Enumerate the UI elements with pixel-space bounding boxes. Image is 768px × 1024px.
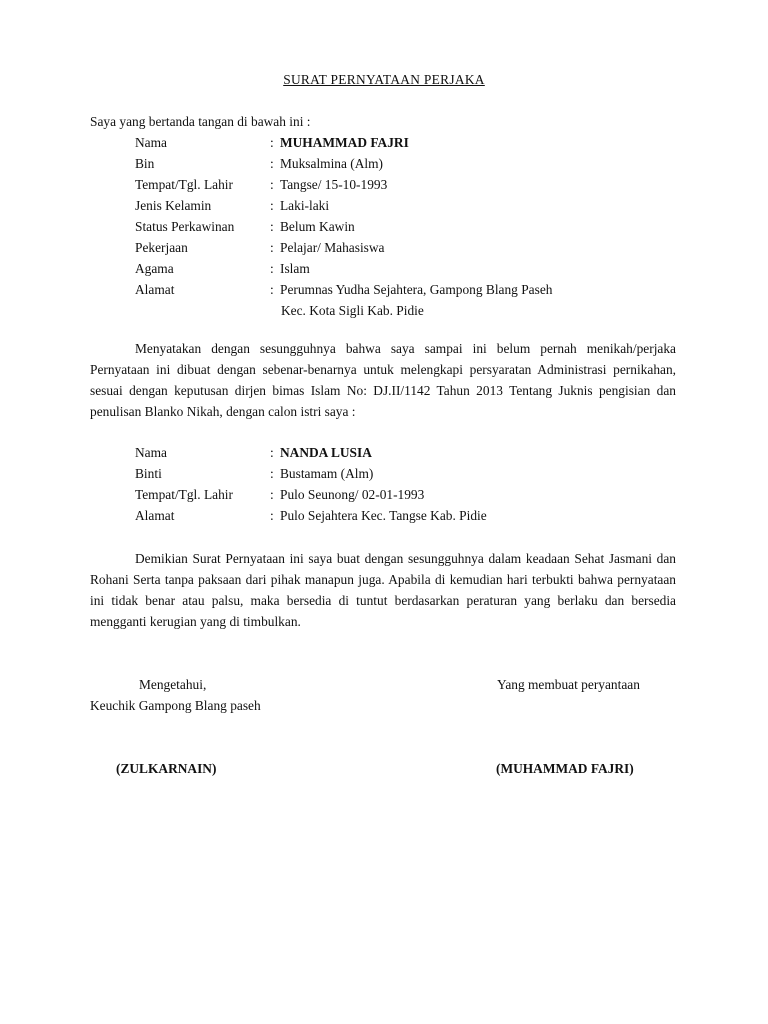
field-label: Nama: [135, 445, 167, 460]
field-value: Pulo Sejahtera Kec. Tangse Kab. Pidie: [280, 508, 487, 523]
field-label: Status Perkawinan: [135, 219, 235, 234]
field-colon: :: [270, 282, 274, 297]
field-label: Jenis Kelamin: [135, 198, 212, 213]
field-label: Binti: [135, 466, 162, 481]
field-value: Bustamam (Alm): [280, 466, 374, 481]
field-colon: :: [270, 177, 274, 192]
field-value: Belum Kawin: [280, 219, 355, 234]
field-label: Nama: [135, 135, 167, 150]
field-colon: :: [270, 198, 274, 213]
field-colon: :: [270, 219, 274, 234]
field-label: Tempat/Tgl. Lahir: [135, 177, 233, 192]
signature-right-name: (MUHAMMAD FAJRI): [496, 761, 634, 776]
field-label: Pekerjaan: [135, 240, 188, 255]
signature-left-name: (ZULKARNAIN): [116, 761, 217, 776]
field-colon: :: [270, 240, 274, 255]
field-colon: :: [270, 445, 274, 460]
field-value: Perumnas Yudha Sejahtera, Gampong Blang Paseh: [280, 282, 553, 297]
closing-paragraph: Demikian Surat Pernyataan ini saya buat dengan sesungguhnya dalam keadaan Sehat Jasmani dan Rohani Serta tanpa paksaan dari pihak manapun juga. Apabila di kemudian hari terbukti bahwa pernyataan ini tidak benar atau palsu, maka bersedia di tuntut berdasarkan peraturan yang berlaku dan bersedia mengganti kerugian yang di timbulkan.: [90, 551, 676, 629]
field-colon: :: [270, 487, 274, 502]
field-label: Tempat/Tgl. Lahir: [135, 487, 233, 502]
field-colon: :: [270, 466, 274, 481]
field-value: NANDA LUSIA: [280, 445, 372, 460]
letter-title: SURAT PERNYATAAN PERJAKA: [283, 72, 485, 87]
field-label: Alamat: [135, 508, 175, 523]
field-label: Alamat: [135, 282, 175, 297]
signature-right-heading: Yang membuat peryantaan: [497, 677, 640, 692]
field-value: Islam: [280, 261, 310, 276]
address-line-2: Kec. Kota Sigli Kab. Pidie: [281, 303, 424, 318]
field-colon: :: [270, 508, 274, 523]
field-value: Muksalmina (Alm): [280, 156, 384, 171]
field-colon: :: [270, 156, 274, 171]
intro-text: Saya yang bertanda tangan di bawah ini :: [90, 114, 311, 129]
field-label: Bin: [135, 156, 155, 171]
field-value: MUHAMMAD FAJRI: [280, 135, 409, 150]
field-value: Tangse/ 15-10-1993: [280, 177, 388, 192]
field-colon: :: [270, 135, 274, 150]
field-value: Laki-laki: [280, 198, 330, 213]
field-label: Agama: [135, 261, 174, 276]
field-colon: :: [270, 261, 274, 276]
signature-left-role: Keuchik Gampong Blang paseh: [90, 698, 261, 713]
field-value: Pelajar/ Mahasiswa: [280, 240, 385, 255]
signature-left-heading: Mengetahui,: [139, 677, 207, 692]
statement-paragraph: Menyatakan dengan sesungguhnya bahwa saya sampai ini belum pernah menikah/perjaka Pernyataan ini dibuat dengan sebenar-benarnya untuk melengkapi persyaratan Administrasi pernikahan, sesuai dengan keputusan dirjen bimas Islam No: DJ.II/1142 Tahun 2013 Tentang Juknis pengisian dan penulisan Blanko Nikah, dengan calon istri saya :: [90, 341, 676, 419]
field-value: Pulo Seunong/ 02-01-1993: [280, 487, 425, 502]
